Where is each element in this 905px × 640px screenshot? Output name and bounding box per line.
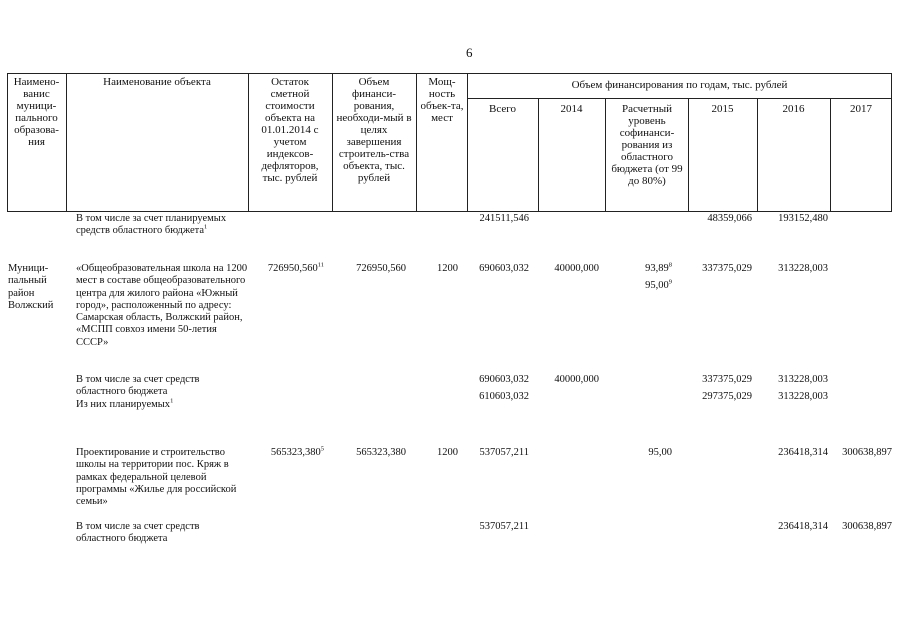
header-municipality: Наимено-ванис муници-пального образова-ния <box>13 76 60 148</box>
header-remaining-cost: Остаток сметной стоимости объекта на 01.01.2014 с учетом индексов-дефляторов, тыс. рублей <box>261 76 319 184</box>
row4-level: 95,00 <box>648 447 672 458</box>
col-divider <box>7 73 8 211</box>
row5-2017: 300638,897 <box>842 521 892 532</box>
header-needed-funding: Объем финанси-рования, необходи-мый в целях завершения строитель-ства объекта, тыс. рублей <box>336 76 412 184</box>
row3-2014: 40000,000 <box>554 374 599 385</box>
table-right-border <box>891 73 892 211</box>
row4-2016: 236418,314 <box>778 447 828 458</box>
row5-object: В том числе за счет средств областного бюджета <box>76 521 200 545</box>
header-2016: 2016 <box>782 103 805 115</box>
row4-2017: 300638,897 <box>842 447 892 458</box>
col-divider <box>830 98 831 211</box>
row3-2016: 313228,003 <box>778 374 828 385</box>
row3-2015: 337375,029 <box>702 374 752 385</box>
header-total: Всего <box>489 103 516 115</box>
header-2015: 2015 <box>711 103 734 115</box>
col-divider <box>538 98 539 211</box>
row4-object: Проектирование и строительство школы на территории пос. Кряж в рамках федеральной целевой программы «Жилье для российской семьи» <box>76 447 237 508</box>
row2-level-1: 93,89$^8$ <box>645 261 672 274</box>
header-funding-by-year: Объем финансирования по годам, тыс. рублей <box>571 79 788 91</box>
row4-total: 537057,211 <box>479 447 529 458</box>
group-header-divider <box>467 98 892 99</box>
page-number: 6 <box>466 45 473 60</box>
row3b-object: Из них планируемых$^1$ <box>76 397 174 410</box>
row1-object: В том числе за счет планируемых средств областного бюджета$^1$ <box>76 213 227 237</box>
row4-needed-funding: 565323,380 <box>356 447 406 458</box>
row4-remaining-cost: 565323,380$^5$ <box>270 445 324 458</box>
row3-total: 690603,032 <box>479 374 529 385</box>
row2-2016: 313228,003 <box>778 263 828 274</box>
row2-object: «Общеобразовательная школа на 1200 мест в составе общеобразовательного центра для жилого района «Южный город», расположенный по адресу: Самарская область, Волжский район, «МСПП совхоз имени 50-летия СССР» <box>76 263 248 348</box>
row2-total: 690603,032 <box>479 263 529 274</box>
header-bottom-border <box>7 211 892 212</box>
row2-remaining-cost: 726950,560$^{11}$ <box>267 261 324 274</box>
header-object: Наименование объекта <box>103 76 211 88</box>
col-divider <box>757 98 758 211</box>
row2-capacity: 1200 <box>437 263 458 274</box>
row4-capacity: 1200 <box>437 447 458 458</box>
col-divider <box>248 73 249 211</box>
row2-needed-funding: 726950,560 <box>356 263 406 274</box>
row5-2016: 236418,314 <box>778 521 828 532</box>
row3b-total: 610603,032 <box>479 391 529 402</box>
table-top-border <box>7 73 892 74</box>
col-divider <box>332 73 333 211</box>
row2-2014: 40000,000 <box>554 263 599 274</box>
col-divider <box>416 73 417 211</box>
col-divider <box>66 73 67 211</box>
header-capacity: Мощ-ность объек-та, мест <box>420 76 464 124</box>
row2-level-2: 95,00$^9$ <box>645 278 672 291</box>
col-divider <box>688 98 689 211</box>
col-divider <box>605 98 606 211</box>
row1-2016: 193152,480 <box>778 213 828 224</box>
header-2017: 2017 <box>850 103 872 115</box>
row5-total: 537057,211 <box>479 521 529 532</box>
row3-object: В том числе за счет средств областного бюджета <box>76 374 200 398</box>
row3b-2015: 297375,029 <box>702 391 752 402</box>
row1-total: 241511,546 <box>479 213 529 224</box>
row2-municipality: Муници-пальный район Волжский <box>8 263 54 311</box>
row2-2015: 337375,029 <box>702 263 752 274</box>
header-2014: 2014 <box>560 103 583 115</box>
header-cofinancing-level: Расчетный уровень софинанси-рования из областного бюджета (от 99 до 80%) <box>611 103 683 187</box>
col-divider <box>467 73 468 211</box>
row3b-2016: 313228,003 <box>778 391 828 402</box>
row1-2015: 48359,066 <box>707 213 752 224</box>
